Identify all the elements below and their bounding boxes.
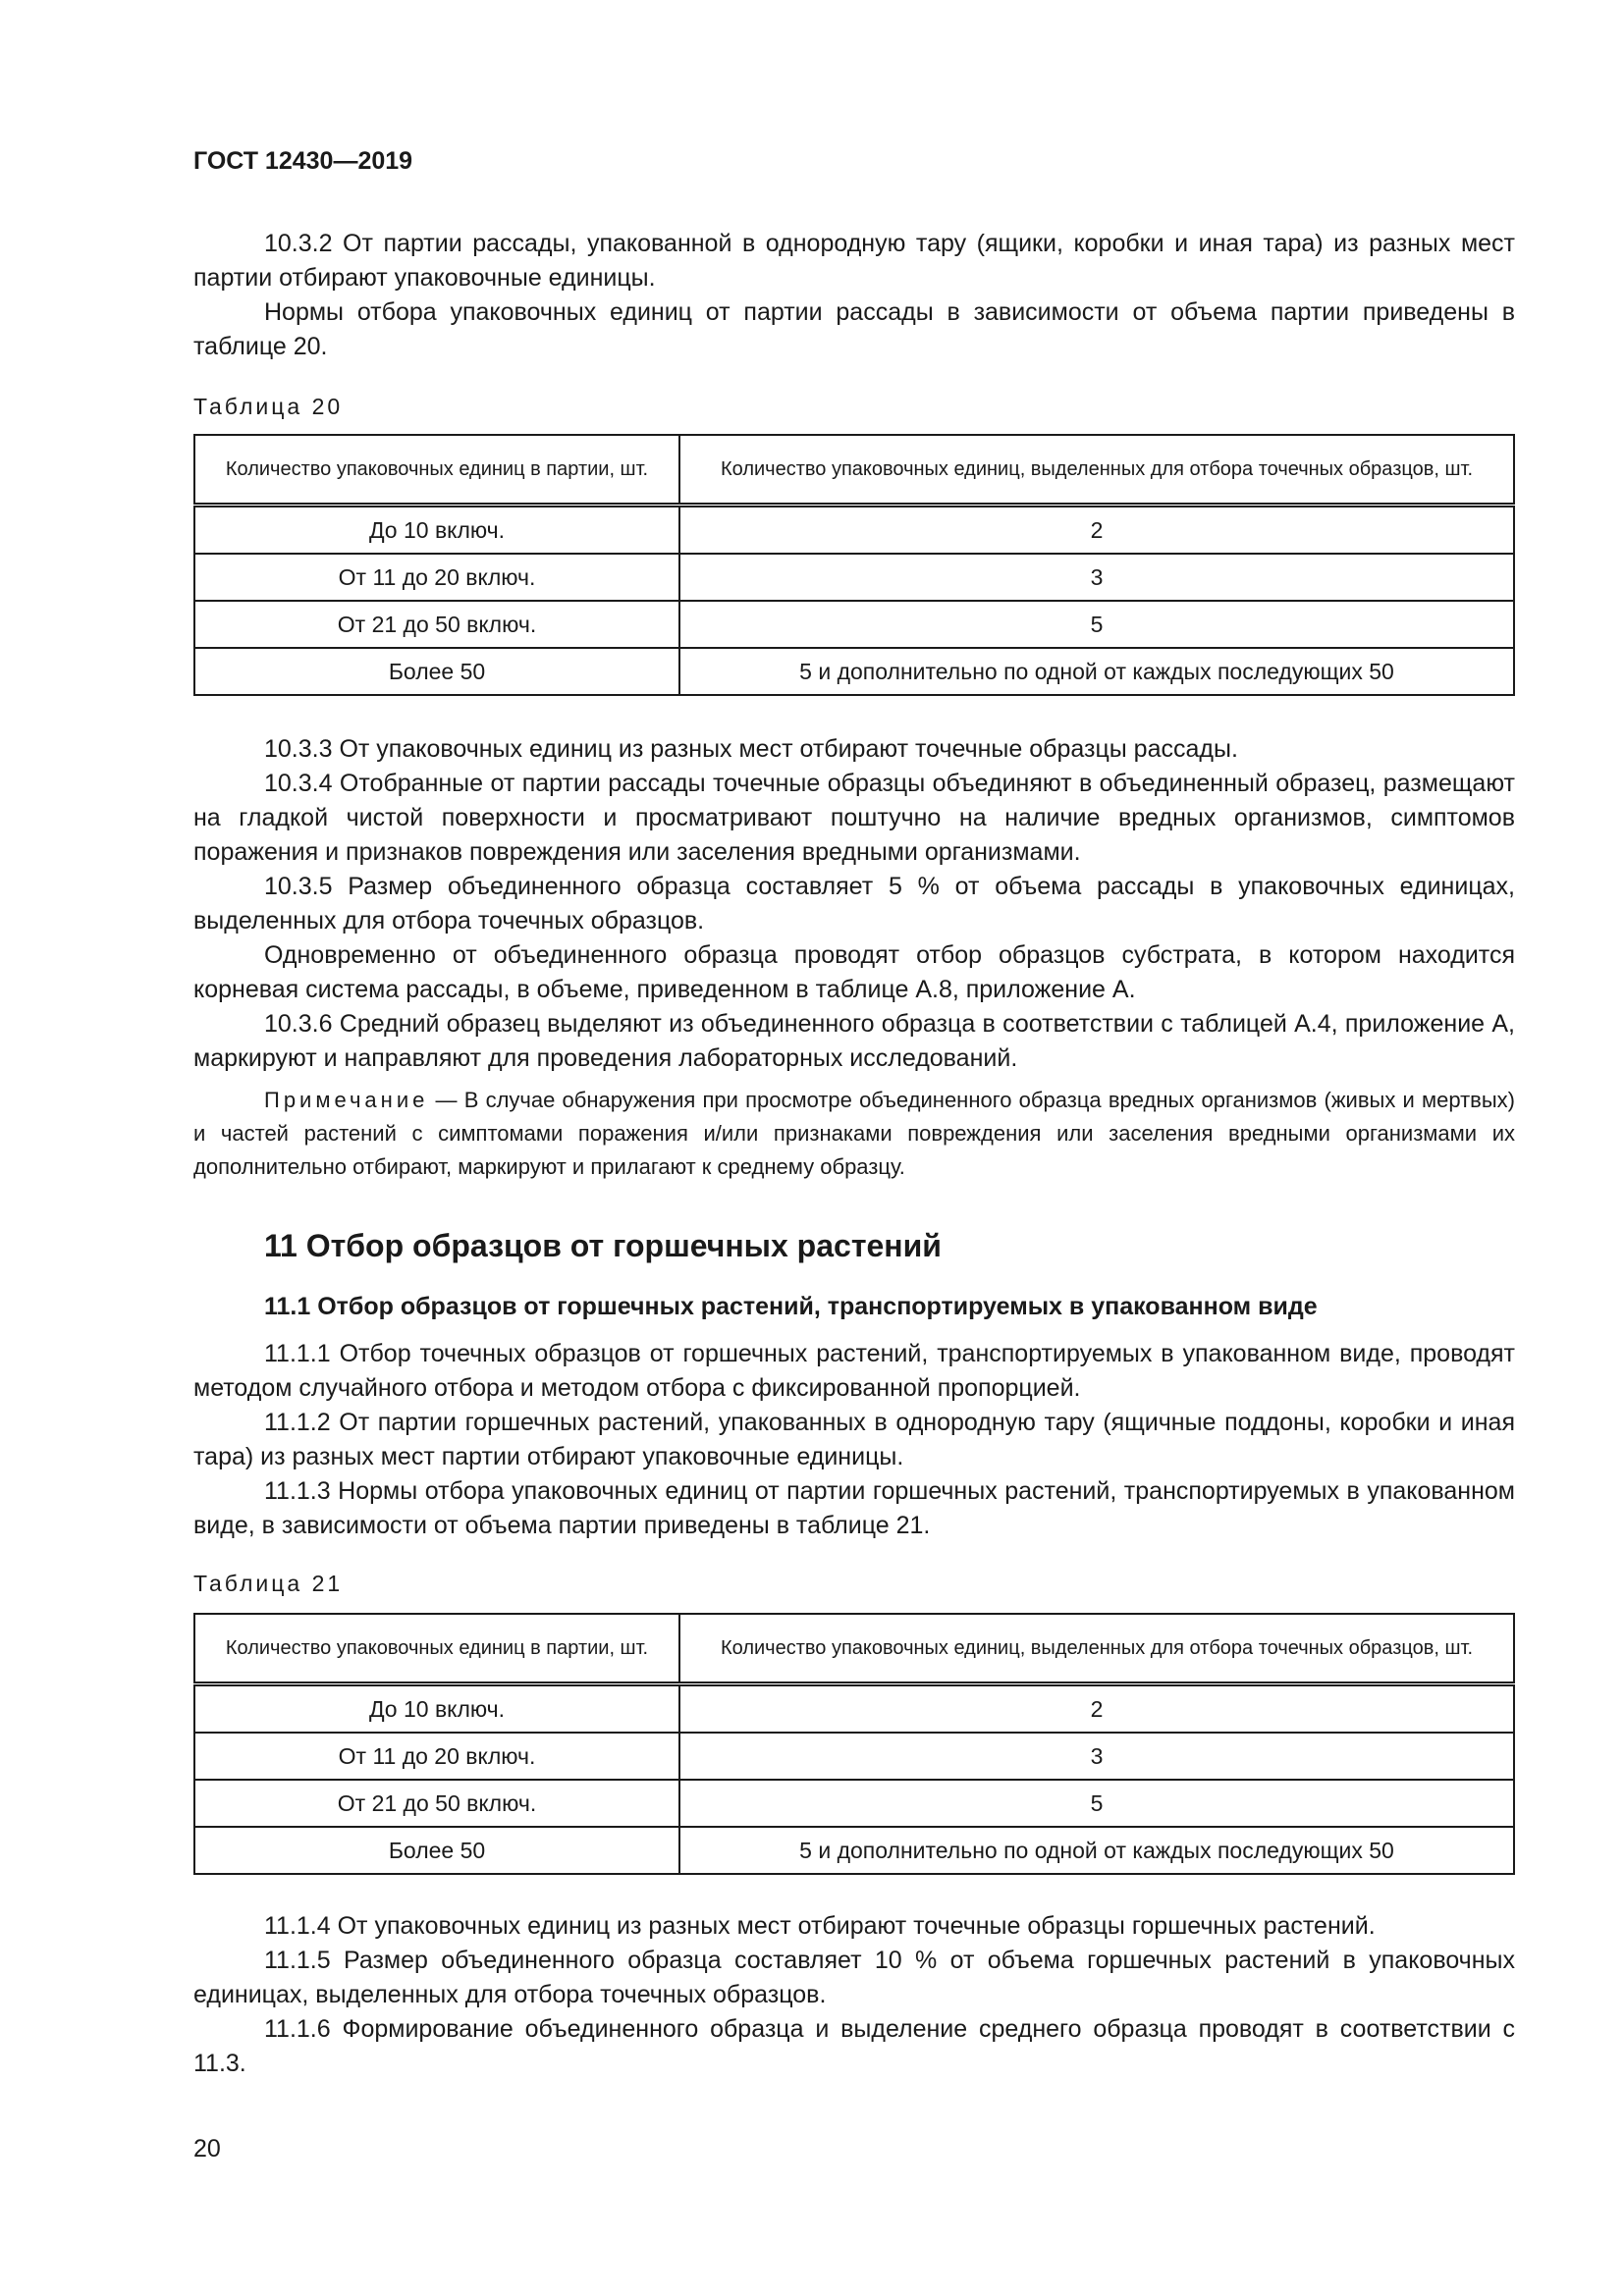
paragraph-block-10-3-2 — [193, 227, 1515, 364]
table-row — [194, 601, 1514, 648]
page-header: ГОСТ 12430—2019 — [193, 147, 413, 175]
table-cell: От 11 до 20 включ. — [194, 1733, 679, 1780]
paragraph-block-11-1 — [193, 1337, 1515, 1543]
table-row — [194, 554, 1514, 601]
paragraph-block-11-1-4 — [193, 1909, 1515, 2081]
table-row — [194, 1827, 1514, 1874]
table-cell: От 21 до 50 включ. — [194, 601, 679, 648]
table-20 — [193, 434, 1515, 696]
table-header-cell: Количество упаковочных единиц в партии, шт. — [194, 1614, 679, 1684]
table-cell: 5 — [679, 601, 1514, 648]
table-21 — [193, 1613, 1515, 1875]
table-cell: От 11 до 20 включ. — [194, 554, 679, 601]
table-row — [194, 1684, 1514, 1734]
paragraph: Одновременно от объединенного образца проводят отбор образцов субстрата, в котором находится корневая система рассады, в объеме, приведенном в таблице А.8, приложение А. — [193, 941, 1515, 1003]
paragraph: 11.1.1 Отбор точечных образцов от горшечных растений, транспортируемых в упакованном виде, проводят методом случайного отбора и методом отбора с фиксированной пропорцией. — [193, 1340, 1515, 1402]
table-caption: Таблица 21 — [193, 1571, 344, 1596]
paragraph: 11.1.6 Формирование объединенного образца и выделение среднего образца проводят в соответствии с 11.3. — [193, 2015, 1515, 2077]
note-label: Примечание — [264, 1088, 429, 1112]
note — [193, 1084, 1515, 1184]
paragraph: 11.1.2 От партии горшечных растений, упакованных в однородную тару (ящичные поддоны, коробки и иная тара) из разных мест партии отбирают упаковочные единицы. — [193, 1409, 1515, 1470]
table-header-cell: Количество упаковочных единиц, выделенных для отбора точечных образцов, шт. — [679, 1614, 1514, 1684]
table-row — [194, 1780, 1514, 1827]
table-row — [194, 1733, 1514, 1780]
paragraph: 10.3.2 От партии рассады, упакованной в однородную тару (ящики, коробки и иная тара) из разных мест партии отбирают упаковочные единицы. — [193, 230, 1515, 292]
table-header-cell: Количество упаковочных единиц, выделенных для отбора точечных образцов, шт. — [679, 435, 1514, 506]
paragraph: 11.1.3 Нормы отбора упаковочных единиц от партии горшечных растений, транспортируемых в упакованном виде, в зависимости от объема партии приведены в таблице 21. — [193, 1477, 1515, 1539]
table-header-row — [194, 435, 1514, 506]
paragraph-block-10-3-3 — [193, 732, 1515, 1184]
section-title: 11 Отбор образцов от горшечных растений — [264, 1228, 942, 1263]
table-cell: 2 — [679, 506, 1514, 555]
paragraph: 10.3.4 Отобранные от партии рассады точечные образцы объединяют в объединенный образец, размещают на гладкой чистой поверхности и просматривают поштучно на наличие вредных организмов, симптомов поражения и признаков повреждения или заселения вредными организмами. — [193, 770, 1515, 866]
paragraph: 11.1.4 От упаковочных единиц из разных мест отбирают точечные образцы горшечных растений. — [264, 1912, 1376, 1940]
table-caption: Таблица 20 — [193, 394, 344, 419]
paragraph: 11.1.5 Размер объединенного образца составляет 10 % от объема горшечных растений в упаковочных единицах, выделенных для отбора точечных образцов. — [193, 1947, 1515, 2008]
table-row — [194, 506, 1514, 555]
table-cell: До 10 включ. — [194, 1684, 679, 1734]
table-cell: 3 — [679, 554, 1514, 601]
paragraph: 10.3.3 От упаковочных единиц из разных мест отбирают точечные образцы рассады. — [264, 735, 1238, 763]
paragraph: 10.3.6 Средний образец выделяют из объединенного образца в соответствии с таблицей А.4, приложение А, маркируют и направляют для проведения лабораторных исследований. — [193, 1010, 1515, 1072]
table-cell: 3 — [679, 1733, 1514, 1780]
page-number: 20 — [193, 2135, 221, 2163]
table-cell: 5 и дополнительно по одной от каждых последующих 50 — [679, 648, 1514, 695]
table-cell: От 21 до 50 включ. — [194, 1780, 679, 1827]
paragraph: Нормы отбора упаковочных единиц от партии рассады в зависимости от объема партии приведены в таблице 20. — [193, 298, 1515, 360]
table-cell: Более 50 — [194, 648, 679, 695]
table-header-cell: Количество упаковочных единиц в партии, шт. — [194, 435, 679, 506]
table-cell: Более 50 — [194, 1827, 679, 1874]
note-text: — В случае обнаружения при просмотре объединенного образца вредных организмов (живых и мертвых) и частей растений с симптомами поражения и/или признаками повреждения или заселения вредными организмами их дополнительно отбирают, маркируют и прилагают к среднему образцу. — [193, 1088, 1515, 1179]
paragraph: 10.3.5 Размер объединенного образца составляет 5 % от объема рассады в упаковочных единицах, выделенных для отбора точечных образцов. — [193, 873, 1515, 934]
subsection-title: 11.1 Отбор образцов от горшечных растений, транспортируемых в упакованном виде — [264, 1293, 1318, 1320]
table-header-row — [194, 1614, 1514, 1684]
table-cell: 5 и дополнительно по одной от каждых последующих 50 — [679, 1827, 1514, 1874]
table-cell: 5 — [679, 1780, 1514, 1827]
table-row — [194, 648, 1514, 695]
table-cell: 2 — [679, 1684, 1514, 1734]
table-cell: До 10 включ. — [194, 506, 679, 555]
